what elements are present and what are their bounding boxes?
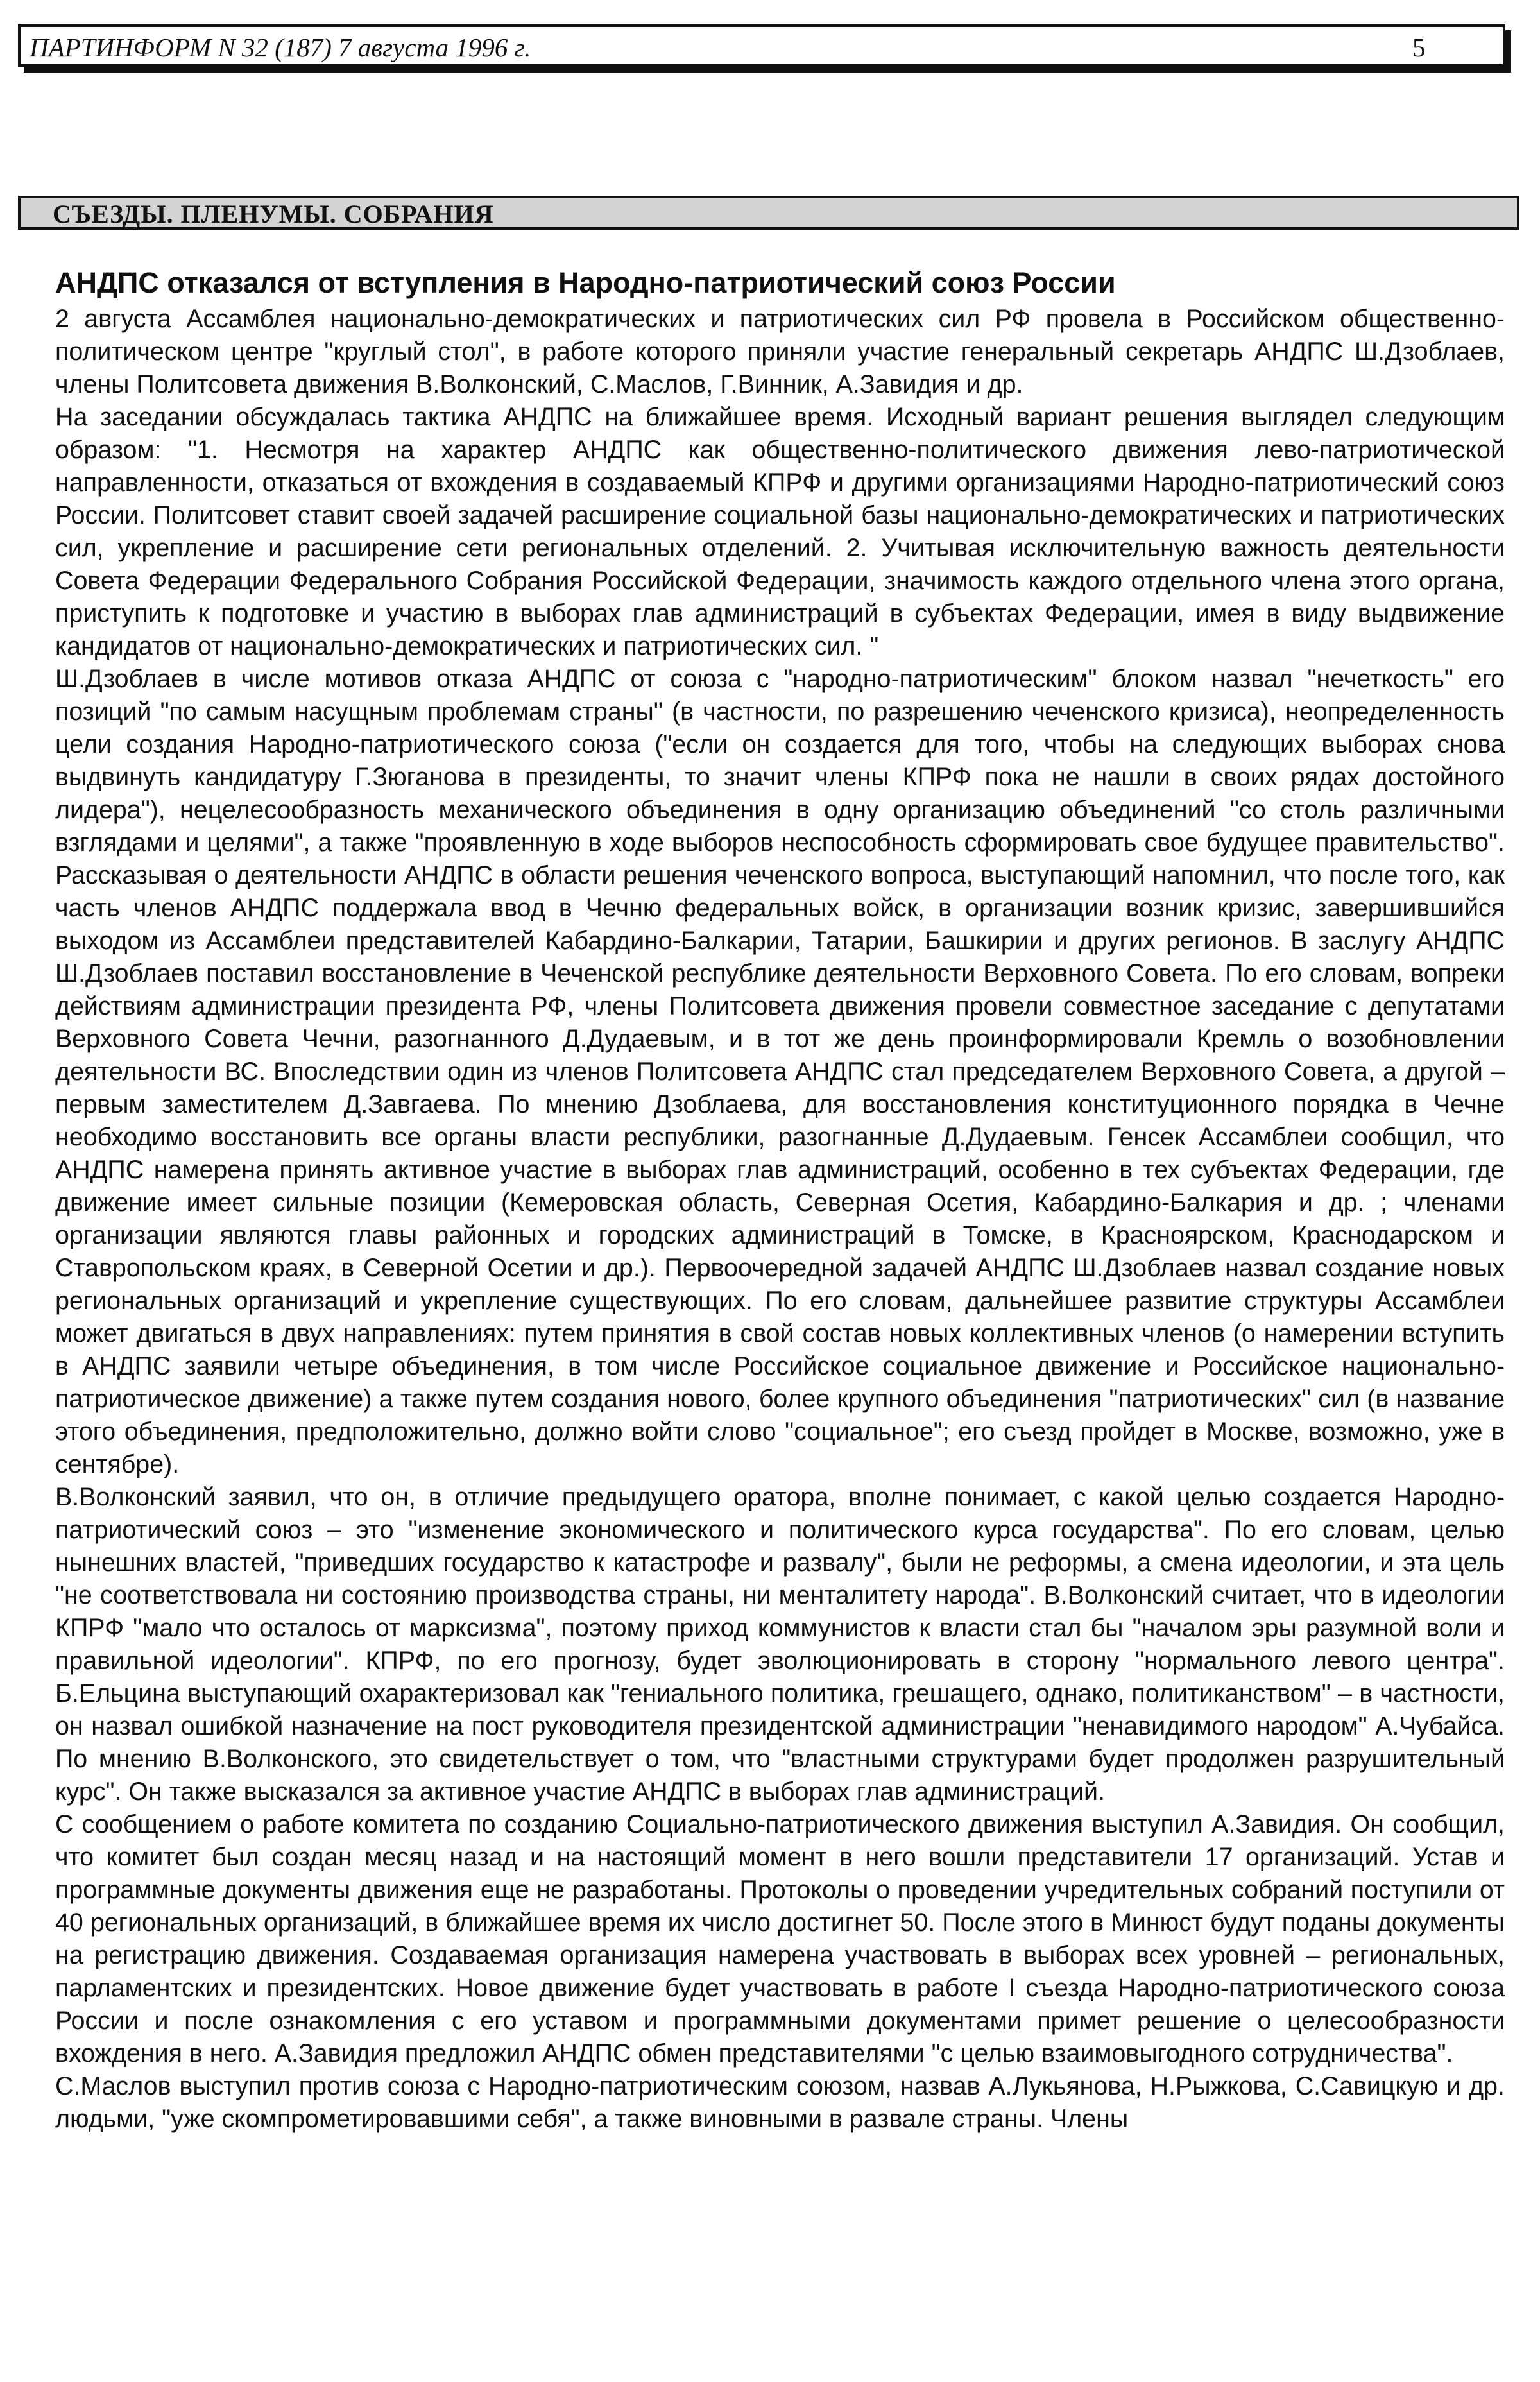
page-number: 5 (1412, 33, 1426, 62)
article-paragraph: На заседании обсуждалась тактика АНДПС на ближайшее время. Исходный вариант решения выглядел следующим образом: "1. Несмотря на характер АНДПС как общественно-политического движения лево-патриотической направленности, отказаться от вхождения в создаваемый КПРФ и другими организациями Народно-патриотический союз России. Политсовет ставит своей задачей расширение социальной базы национально-демократических и патриотических сил, укрепление и расширение сети региональных отделений. 2. Учитывая исключительную важность деятельности Совета Федерации Федерального Собрания Российской Федерации, значимость каждого отдельного члена этого органа, приступить к подготовке и участию в выборах глав администраций в субъектах Федерации, имея в виду выдвижение кандидатов от национально-демократических и патриотических сил. " (55, 403, 1505, 660)
article-paragraph: С сообщением о работе комитета по созданию Социально-патриотического движения выступил А.Завидия. Он сообщил, что комитет был создан месяц назад и на настоящий момент в него вошли представители 17 организаций. Устав и программные документы движения еще не разработаны. Протоколы о проведении учредительных собраний поступили от 40 региональных организаций, в ближайшее время их число достигнет 50. После этого в Минюст будут поданы документы на регистрацию движения. Создаваемая организация намерена участвовать в выборах всех уровней – региональных, парламентских и президентских. Новое движение будет участвовать в работе I съезда Народно-патриотического союза России и после ознакомления с его уставом и программными документами примет решение о целесообразности вхождения в него. А.Завидия предложил АНДПС обмен представителями "с целью взаимовыгодного сотрудничества". (55, 1810, 1505, 2068)
article-body (55, 303, 1505, 2136)
article-paragraph: 2 августа Ассамблея национально-демократических и патриотических сил РФ провела в Российском общественно-политическом центре "круглый стол", в работе которого приняли участие генеральный секретарь АНДПС Ш.Дзоблаев, члены Политсовета движения В.Волконский, С.Маслов, Г.Винник, А.Завидия и др. (55, 305, 1505, 398)
article-headline: АНДПС отказался от вступления в Народно-патриотический союз России (55, 266, 1116, 299)
article-paragraph: В.Волконский заявил, что он, в отличие предыдущего оратора, вполне понимает, с какой целью создается Народно-патриотический союз – это "изменение экономического и политического курса государства". По его словам, целью нынешних властей, "приведших государство к катастрофе и развалу", были не реформы, а смена идеологии, и эта цель "не соответствовала ни состоянию производства страны, ни менталитету народа". В.Волконский считает, что в идеологии КПРФ "мало что осталось от марксизма", поэтому приход коммунистов к власти стал бы "началом эры разумной воли и правильной идеологии". КПРФ, по его прогнозу, будет эволюционировать в сторону "нормального левого центра". Б.Ельцина выступающий охарактеризовал как "гениального политика, грешащего, однако, политиканством" – в частности, он назвал ошибкой назначение на пост руководителя президентской администрации "ненавидимого народом" А.Чубайса. По мнению В.Волконского, это свидетельствует о том, что "властными структурами будет продолжен разрушительный курс". Он также высказался за активное участие АНДПС в выборах глав администраций. (55, 1483, 1505, 1806)
section-bar (18, 196, 1519, 230)
article-paragraph: Ш.Дзоблаев в числе мотивов отказа АНДПС от союза с "народно-патриотическим" блоком назвал "нечеткость" его позиций "по самым насущным проблемам страны" (в частности, по разрешению чеченского кризиса), неопределенность цели создания Народно-патриотического союза ("если он создается для того, чтобы на следующих выборах снова выдвинуть кандидатуру Г.Зюганова в президенты, то значит члены КПРФ пока не нашли в своих рядах достойного лидера"), нецелесообразность механического объединения в одну организацию объединений "со столь различными взглядами и целями", а также "проявленную в ходе выборов неспособность сформировать свое будущее правительство". Рассказывая о деятельности АНДПС в области решения чеченского вопроса, выступающий напомнил, что после того, как часть членов АНДПС поддержала ввод в Чечню федеральных войск, в организации возник кризис, завершившийся выходом из Ассамблеи представителей Кабардино-Балкарии, Татарии, Башкирии и других регионов. В заслугу АНДПС Ш.Дзоблаев поставил восстановление в Чеченской республике деятельности Верховного Совета. По его словам, вопреки действиям администрации президента РФ, члены Политсовета движения провели совместное заседание с депутатами Верховного Совета Чечни, разогнанного Д.Дудаевым, и в тот же день проинформировали Кремль о возобновлении деятельности ВС. Впоследствии один из членов Политсовета АНДПС стал председателем Верховного Совета, а другой – первым заместителем Д.Завгаева. По мнению Дзоблаева, для восстановления конституционного порядка в Чечне необходимо восстановить все органы власти республики, разогнанные Д.Дудаевым. Генсек Ассамблеи сообщил, что АНДПС намерена принять активное участие в выборах глав администраций, особенно в тех субъектах Федерации, где движение имеет сильные позиции (Кемеровская область, Северная Осетия, Кабардино-Балкария и др. ; членами организации являются главы районных и городских администраций в Томске, в Красноярском, Краснодарском и Ставропольском краях, в Северной Осетии и др.). Первоочередной задачей АНДПС Ш.Дзоблаев назвал создание новых региональных организаций и укрепление существующих. По его словам, дальнейшее развитие структуры Ассамблеи может двигаться в двух направлениях: путем принятия в свой состав новых коллективных членов (о намерении вступить в АНДПС заявили четыре объединения, в том числе Российское социальное движение и Российское национально-патриотическое движение) а также путем создания нового, более крупного объединения "патриотических" сил (в название этого объединения, предположительно, должно войти слово "социальное"; его съезд пройдет в Москве, возможно, уже в сентябре). (55, 665, 1505, 1478)
article-paragraph: С.Маслов выступил против союза с Народно-патриотическим союзом, назвав А.Лукьянова, Н.Рыжкова, С.Савицкую и др. людьми, "уже скомпрометировавшими себя", а также виновными в развале страны. Члены (55, 2072, 1505, 2133)
header-title: ПАРТИНФОРМ N 32 (187) 7 августа 1996 г. (30, 33, 531, 62)
section-title: СЪЕЗДЫ. ПЛЕНУМЫ. СОБРАНИЯ (53, 200, 494, 228)
running-header (18, 24, 1505, 67)
